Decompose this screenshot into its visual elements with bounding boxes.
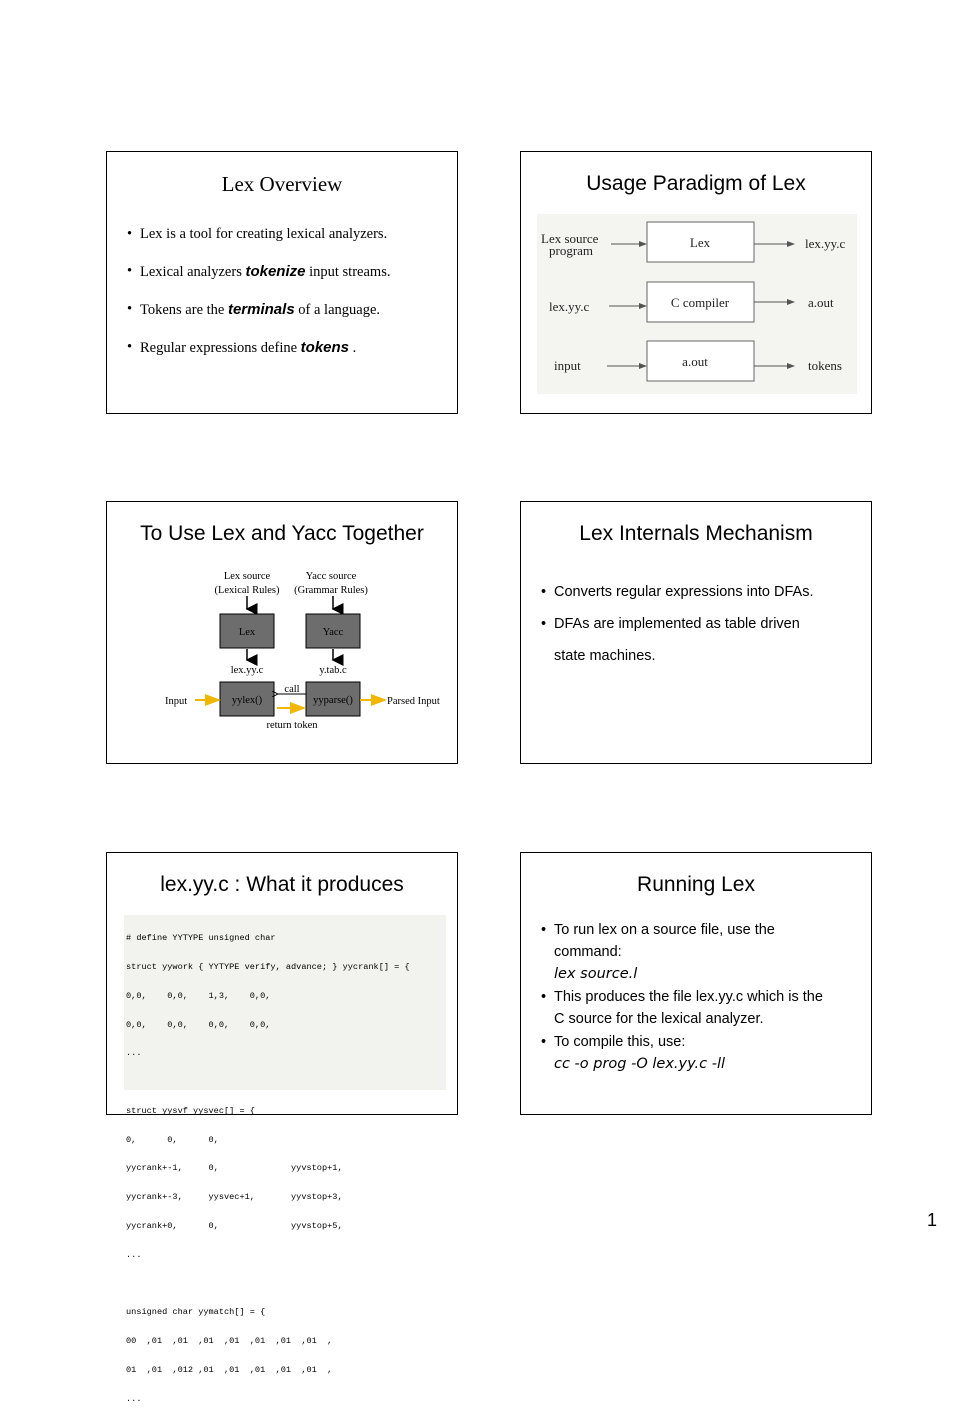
code-line: 0, 0, 0, — [126, 1134, 219, 1145]
slide-lex-internals — [520, 501, 872, 764]
code-line: 01 ,01 ,012 ,01 ,01 ,01 ,01 ,01 , — [126, 1364, 333, 1375]
slide-title: Running Lex — [637, 873, 755, 896]
yacc-source-label-2: (Grammar Rules) — [294, 585, 368, 596]
slide-title: Lex Internals Mechanism — [579, 522, 813, 545]
slide-title: lex.yy.c : What it produces — [160, 873, 404, 896]
page-number: 1 — [927, 1210, 938, 1230]
bullet-text: To compile this, use: — [554, 1034, 686, 1050]
bullet-text: state machines. — [554, 648, 656, 664]
bullet-text: Lexical analyzers — [140, 264, 246, 280]
row3-output-label: tokens — [808, 358, 842, 373]
bullet-item — [541, 919, 861, 985]
bullet-list — [127, 226, 447, 377]
code-line: unsigned char yymatch[] = { — [126, 1307, 266, 1318]
row3-box-label: a.out — [682, 354, 708, 369]
bullet-item — [127, 301, 447, 319]
bullet-text: DFAs are implemented as table driven — [554, 616, 800, 632]
code-snippet — [124, 915, 446, 1404]
code-line — [126, 1078, 446, 1088]
row1-input-label: Lex source — [541, 231, 599, 246]
lex-source-label: Lex source — [223, 571, 271, 582]
slide-lex-overview — [106, 151, 458, 414]
slide-title: To Use Lex and Yacc Together — [140, 522, 424, 545]
code-line: ... — [126, 1048, 142, 1059]
code-line: 00 ,01 ,01 ,01 ,01 ,01 ,01 ,01 , — [126, 1336, 333, 1347]
code-line: ... — [126, 1393, 142, 1404]
command-text: lex source.l — [554, 966, 638, 982]
row2-box-label: C compiler — [670, 295, 730, 310]
slide-usage-paradigm — [520, 151, 872, 414]
code-line: yycrank+-3, yysvec+1, yyvstop+3, — [126, 1192, 343, 1203]
bullet-emphasis: tokenize — [245, 263, 306, 280]
bullet-text: Regular expressions define — [140, 340, 301, 356]
yyparse-box-label: yyparse() — [313, 695, 353, 706]
code-line: 0,0, 0,0, 0,0, 0,0, — [126, 1019, 271, 1030]
bullet-text: To run lex on a source file, use the — [554, 922, 775, 938]
code-line: struct yywork { YYTYPE verify, advance; } yycrank[] = { — [126, 961, 410, 972]
slide-title: Usage Paradigm of Lex — [586, 172, 806, 195]
lex-source-label-2: (Lexical Rules) — [214, 585, 280, 596]
code-line: 0,0, 0,0, 1,3, 0,0, — [126, 990, 271, 1001]
bullet-text: C source for the lexical analyzer. — [554, 1011, 764, 1027]
bullet-item — [541, 608, 861, 672]
slide-lex-yy-c — [106, 852, 458, 1404]
row1-input-label-2: program — [549, 243, 594, 258]
code-line: yycrank+0, 0, yyvstop+5, — [126, 1221, 343, 1231]
bullet-item — [541, 1031, 861, 1075]
yacc-source-label: Yacc source — [305, 571, 357, 582]
lex-output-label: lex.yy.c — [230, 665, 264, 676]
bullet-emphasis: terminals — [227, 301, 295, 318]
row3-input-label: input — [554, 358, 581, 373]
bullet-list — [541, 919, 861, 1076]
command-text: cc -o prog -O lex.yy.c -ll — [554, 1056, 726, 1072]
code-line: yycrank+-1, 0, yyvstop+1, — [126, 1163, 343, 1174]
bullet-text: of a language. — [294, 302, 381, 318]
return-token-label: return token — [266, 720, 318, 731]
row2-input-label: lex.yy.c — [549, 299, 590, 314]
usage-diagram — [521, 152, 873, 415]
call-label: call — [284, 684, 300, 695]
parsed-input-label: Parsed Input — [387, 696, 440, 707]
input-label: Input — [165, 696, 188, 707]
bullet-text: . — [349, 340, 357, 356]
bullet-item — [541, 986, 861, 1030]
yacc-output-label: y.tab.c — [319, 665, 347, 676]
bullet-list — [541, 576, 861, 672]
slide-lex-yacc-together — [106, 501, 458, 764]
bullet-text: Converts regular expressions into DFAs. — [554, 584, 814, 600]
code-line — [126, 1280, 446, 1290]
bullet-item — [127, 339, 447, 357]
yacc-box-label: Yacc — [322, 627, 344, 638]
row2-output-label: a.out — [808, 295, 834, 310]
code-line: ... — [126, 1249, 142, 1260]
bullet-emphasis: tokens — [300, 339, 350, 356]
row1-box-label: Lex — [689, 235, 711, 250]
bullet-item — [127, 263, 447, 281]
bullet-text: This produces the file lex.yy.c which is the — [554, 989, 823, 1005]
lex-yacc-diagram — [107, 502, 459, 765]
slide-running-lex — [520, 852, 872, 1115]
slide-title: Lex Overview — [221, 172, 343, 196]
bullet-text: command: — [554, 944, 622, 960]
yylex-box-label: yylex() — [231, 695, 263, 706]
code-line: struct yysvf yysvec[] = { — [126, 1105, 255, 1116]
row1-output-label: lex.yy.c — [805, 236, 846, 251]
lex-box-label: Lex — [238, 627, 256, 638]
code-line: # define YYTYPE unsigned char — [126, 933, 276, 944]
bullet-item — [127, 226, 447, 243]
bullet-item — [541, 576, 861, 608]
bullet-text: input streams. — [305, 264, 391, 280]
bullet-text: Tokens are the — [140, 302, 228, 318]
bullet-text: Lex is a tool for creating lexical analyzers. — [140, 226, 388, 242]
